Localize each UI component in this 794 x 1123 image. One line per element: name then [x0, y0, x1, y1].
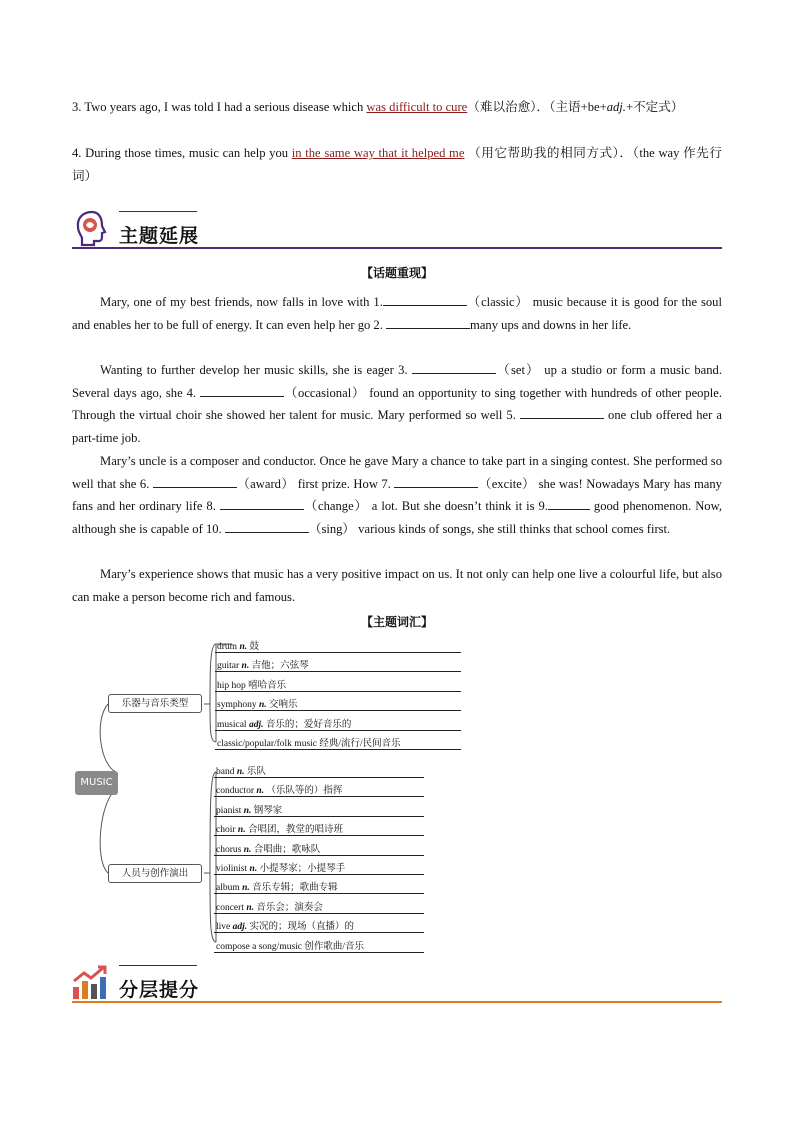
head-icon	[74, 209, 110, 247]
blank-2[interactable]	[386, 316, 470, 329]
vocab-underline	[214, 816, 424, 817]
blank-1[interactable]	[383, 293, 467, 306]
vocab-item: live adj. 实况的；现场（直播）的	[216, 922, 355, 933]
bar-chart-icon	[72, 965, 108, 1001]
vocab-underline	[214, 932, 424, 933]
blank-3[interactable]	[412, 361, 496, 374]
vocab-underline	[215, 749, 461, 750]
vocab-item: symphony n. 交响乐	[217, 700, 298, 711]
blank-7[interactable]	[394, 475, 478, 488]
vocab-underline	[214, 777, 424, 778]
vocab-item: pianist n. 钢琴家	[216, 805, 283, 816]
item-3: 3. Two years ago, I was told I had a serious disease which was difficult to cure（难以治愈）．（主语+be+adj.+不定式）	[72, 100, 684, 114]
vocab-underline	[214, 855, 424, 856]
vocab-item: choir n. 合唱团，教堂的唱诗班	[216, 825, 343, 836]
blank-5[interactable]	[520, 406, 604, 419]
vocab-underline	[215, 710, 461, 711]
vocab-underline	[214, 913, 424, 914]
paragraph-1: Mary, one of my best friends, now falls in love with 1. （classic） music because it is good for the soul and enables her to be full of energy. It can even help her go 2. many ups and downs in her life.	[72, 295, 722, 332]
vocab-underline	[215, 652, 461, 653]
vocab-item: chorus n. 合唱曲；歌咏队	[216, 844, 321, 855]
section-title: 主题延展	[119, 225, 200, 247]
section-header-theme	[72, 211, 722, 251]
mindmap-branch-instruments: 乐器与音乐类型	[108, 694, 202, 713]
section-header-score	[72, 965, 722, 1005]
blank-10[interactable]	[225, 520, 309, 533]
vocab-item: violinist n. 小提琴家；小提琴手	[216, 864, 346, 874]
answer-4: in the same way that it helped me	[291, 146, 465, 160]
section-title: 分层提分	[119, 979, 200, 1001]
blank-8[interactable]	[220, 497, 304, 510]
vocab-item: drum n. 鼓	[217, 642, 259, 652]
mindmap-branch-people: 人员与创作演出	[108, 864, 202, 883]
vocab-underline	[215, 671, 461, 672]
vocab-item: album n. 音乐专辑；歌曲专辑	[216, 883, 338, 894]
mindmap-root: MUSIC	[75, 771, 118, 795]
vocab-underline	[214, 893, 424, 894]
blank-9[interactable]	[548, 497, 590, 510]
vocab-item: guitar n. 吉他；六弦琴	[217, 661, 309, 672]
blank-6[interactable]	[153, 475, 237, 488]
vocab-underline	[214, 796, 424, 797]
vocab-item: band n. 乐队	[216, 767, 266, 777]
vocab-item: concert n. 音乐会；演奏会	[216, 902, 323, 913]
blank-4[interactable]	[200, 384, 284, 397]
paragraph-4: Mary’s experience shows that music has a very positive impact on us. It not only can help one live a colourful life, but also can make a person become rich and famous.	[72, 567, 722, 604]
topic-title: 【话题重现】	[360, 266, 433, 280]
vocab-item: compose a song/music 创作歌曲/音乐	[216, 941, 365, 952]
vocab-underline	[215, 730, 461, 731]
vocab-item: musical adj. 音乐的；爱好音乐的	[217, 719, 352, 730]
vocab-item: conductor n. （乐队等的）指挥	[216, 786, 343, 797]
vocab-item: classic/popular/folk music 经典/流行/民间音乐	[217, 739, 401, 749]
item-4: 4. During those times, music can help you in the same way that it helped me （用它帮助我的相同方式）．（the way 作先行词）	[72, 146, 722, 183]
vocab-underline	[214, 874, 424, 875]
answer-3: was difficult to cure	[366, 100, 468, 114]
vocab-underline	[214, 952, 424, 953]
paragraph-2: Wanting to further develop her music skills, she is eager 3. （set） up a studio or form a music band. Several days ago, she 4. （occasional） found an opportunity to sing together with hundreds of other people. Through the virtual choir she showed her talent for music. Mary performed so well 5. one club offered her a part-time job.	[72, 363, 723, 445]
vocab-title: 【主题词汇】	[360, 615, 433, 629]
vocab-item: hip hop 嘻哈音乐	[217, 680, 287, 691]
vocab-underline	[214, 835, 424, 836]
paragraph-3: Mary’s uncle is a composer and conductor. Once he gave Mary a chance to take part in a singing contest. She performed so well that she 6. （award） first prize. How 7. （excite） she was! Nowadays Mary has many fans and her ordinary life 8. （change） a lot. But she doesn’t think it is 9. good phenomenon. Now, although she is capable of 10. （sing） various kinds of songs, she still thinks that school comes first.	[72, 454, 723, 536]
vocab-underline	[215, 691, 461, 692]
